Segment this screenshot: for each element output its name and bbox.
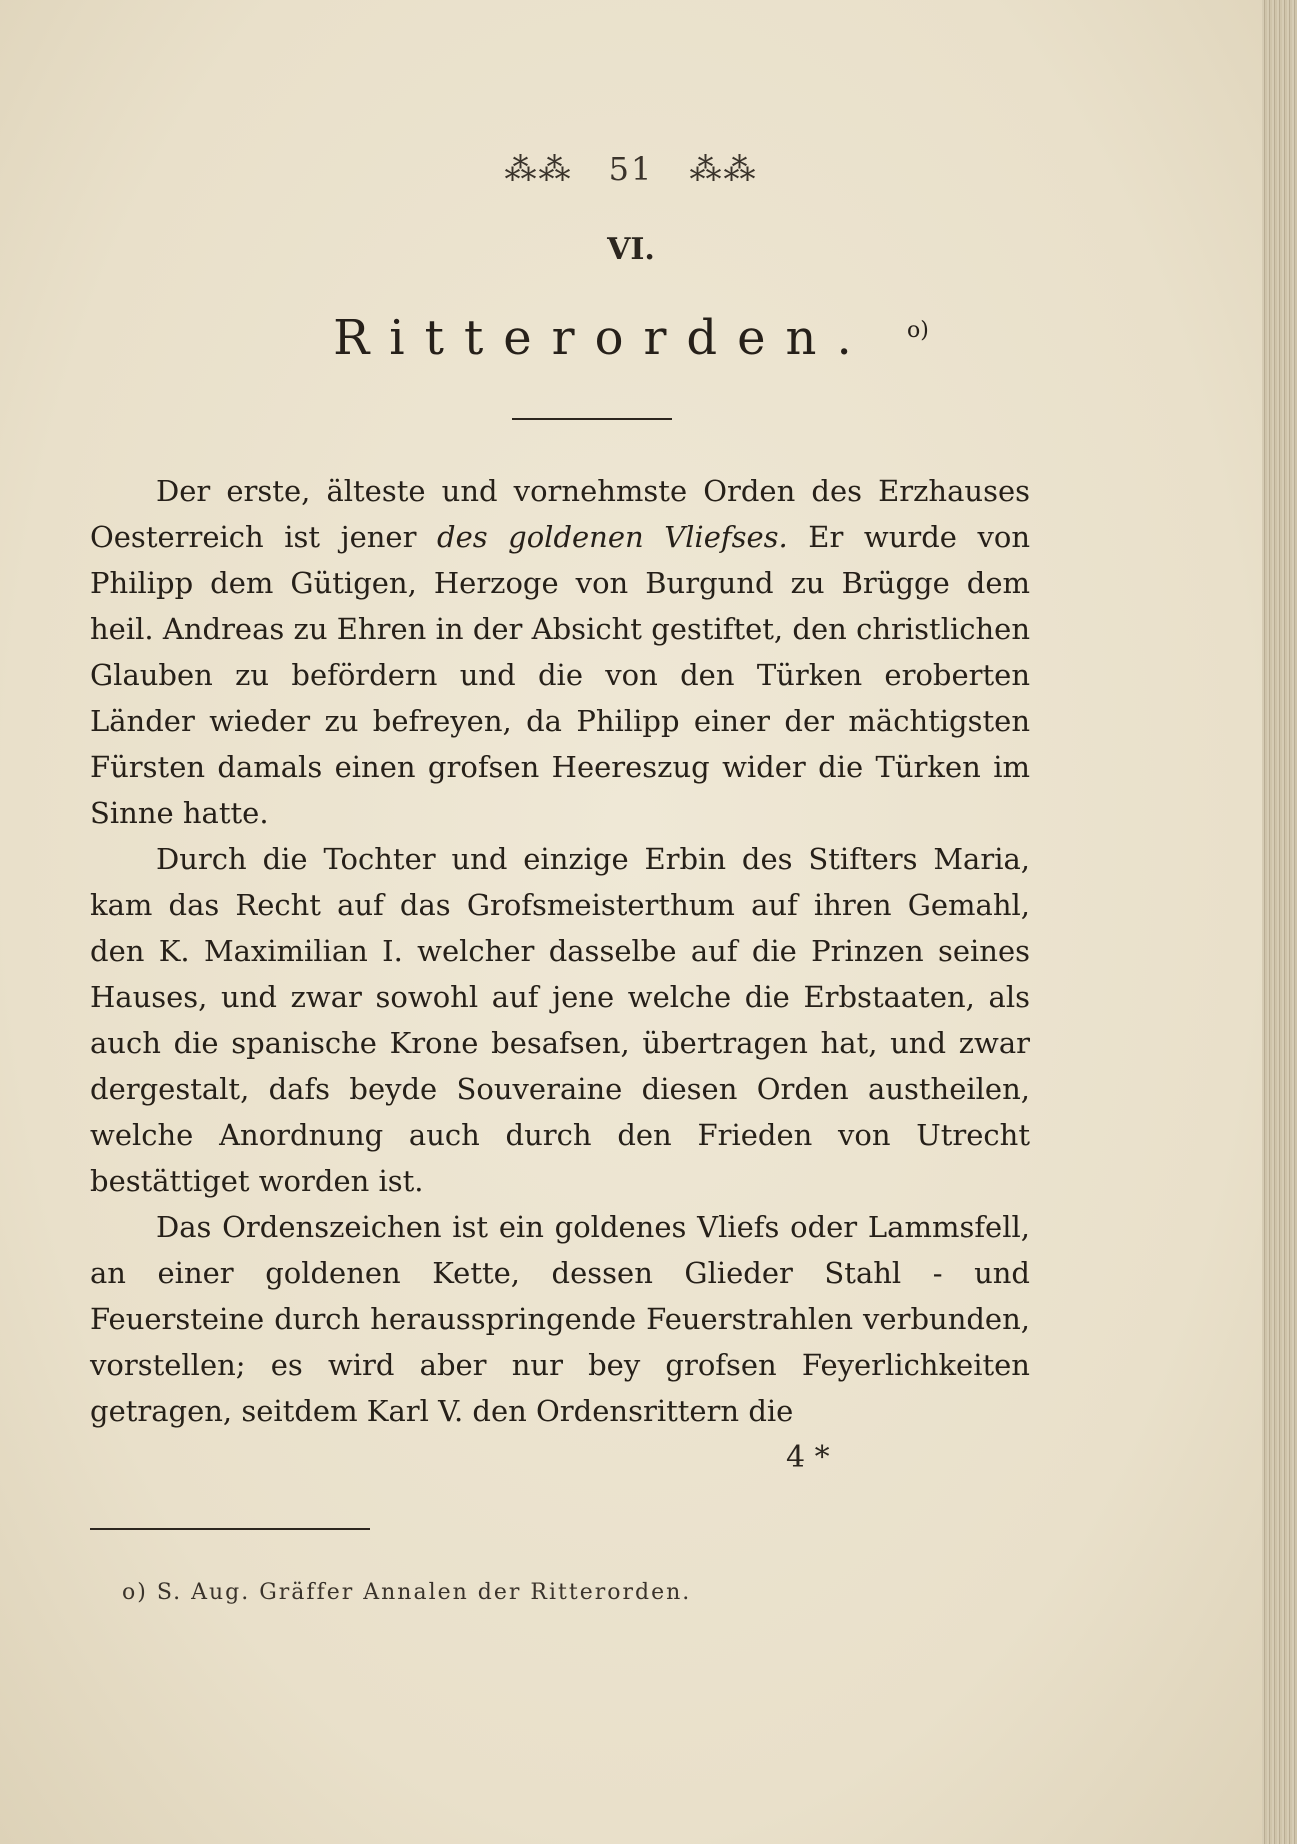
p1-text-b: Er wurde von Philipp dem Gütigen, Herzoge von Burgund zu Brügge dem heil. Andreas zu Ehren in der Absicht gestiftet, den christlichen Glauben zu befördern und die von den Türken eroberten Länder wieder zu befreyen, da Philipp einer der mächtigsten Fürsten damals einen grofsen Heereszug wider die Türken im Sinne hatte. [90, 520, 1031, 830]
p1-emphasis: des goldenen Vliefses. [437, 520, 788, 554]
body-text [90, 468, 1030, 1434]
ornament-right: ⁂⁂ [689, 150, 758, 188]
signature-mark: 4 * [786, 1440, 830, 1475]
paragraph-3: Das Ordenszeichen ist ein goldenes Vliefs oder Lammsfell, an einer goldenen Kette, dessen Glieder Stahl - und Feuersteine durch herausspringende Feuerstrahlen verbunden, vorstellen; es wird aber nur bey grofsen Feyerlichkeiten getragen, seitdem Karl V. den Ordensrittern die [90, 1210, 1030, 1428]
section-title [0, 310, 1262, 366]
page-header [0, 150, 1262, 188]
title-rule [512, 418, 672, 420]
paragraph-1 [90, 468, 1030, 836]
page-number: 51 [608, 150, 654, 188]
section-title-text: Ritterorden. [333, 310, 872, 366]
p1-text-a: Der erste, älteste und vornehmste Orden des Erzhauses Oesterreich ist jener [90, 474, 1030, 554]
paragraph-2: Durch die Tochter und einzige Erbin des Stifters Maria, kam das Recht auf das Grofsmeisterthum auf ihren Gemahl, den K. Maximilian I. welcher dasselbe auf die Prinzen seines Hauses, und zwar sowohl auf jene welche die Erbstaaten, als auch die spanische Krone besafsen, übertragen hat, und zwar dergestalt, dafs beyde Souveraine diesen Orden austheilen, welche Anordnung auch durch den Frieden von Utrecht bestättiget worden ist. [90, 842, 1030, 1198]
footnote: o) S. Aug. Gräffer Annalen der Ritterorden. [122, 1580, 692, 1605]
ornament-left: ⁂⁂ [504, 150, 573, 188]
footnote-rule [90, 1528, 370, 1530]
section-numeral: VI. [607, 232, 655, 267]
footnote-mark: o) [907, 318, 929, 343]
page-edge [1262, 0, 1297, 1844]
